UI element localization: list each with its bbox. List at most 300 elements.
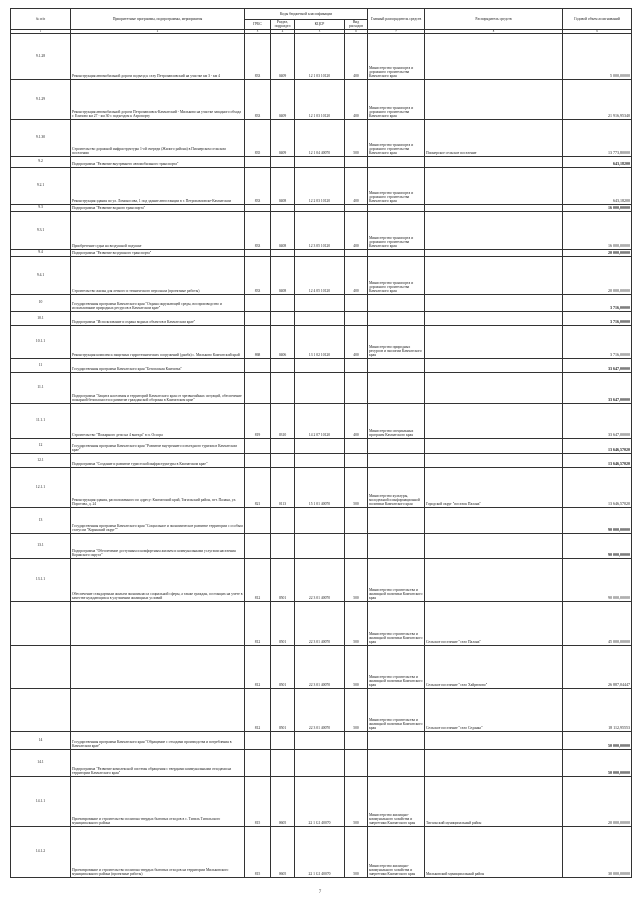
row-sum: 3 716,00000 xyxy=(563,294,632,311)
row-admin: Министерство строительства и жилищной политики Камчатского края xyxy=(368,688,425,731)
row-recipient xyxy=(425,204,563,211)
header-codes-group: Коды бюджетной классификации xyxy=(245,9,368,20)
row-recipient: Пионерское сельское поселение xyxy=(425,119,563,156)
row-grbs-code xyxy=(245,249,271,256)
table-row xyxy=(11,558,632,601)
row-section-code: 0409 xyxy=(271,119,295,156)
header-col-vr: Вид расходов xyxy=(345,20,368,30)
row-csr-code: 22 3 01 40070 xyxy=(295,601,345,645)
row-recipient xyxy=(425,403,563,438)
row-admin: Министерство жилищно-коммунального хозяйства и энергетики Камчатского края xyxy=(368,826,425,877)
row-recipient: Сельское поселение "село Седанка" xyxy=(425,688,563,731)
row-section-code: 0409 xyxy=(271,33,295,79)
row-grbs-code: 815 xyxy=(245,826,271,877)
row-vr-code: 400 xyxy=(345,79,368,119)
row-sum: 18 112,95553 xyxy=(563,688,632,731)
row-csr-code xyxy=(295,507,345,533)
row-grbs-code: 833 xyxy=(245,211,271,249)
row-sum: 5 000,00000 xyxy=(563,33,632,79)
row-admin: Министерство транспорта и дорожного строительства Камчатского края xyxy=(368,79,425,119)
column-number: 1 xyxy=(11,29,71,33)
column-number: 6 xyxy=(345,29,368,33)
row-vr-code: 400 xyxy=(345,167,368,204)
row-number: 14 xyxy=(11,731,71,749)
table-row xyxy=(11,826,632,877)
row-vr-code xyxy=(345,204,368,211)
table-row xyxy=(11,249,632,256)
row-grbs-code xyxy=(245,533,271,558)
row-section-code xyxy=(271,507,295,533)
row-grbs-code: 815 xyxy=(245,776,271,826)
row-sum: 13 773,80000 xyxy=(563,119,632,156)
row-grbs-code xyxy=(245,204,271,211)
row-csr-code: 12 2 03 10120 xyxy=(295,167,345,204)
row-grbs-code xyxy=(245,156,271,167)
column-number: 5 xyxy=(295,29,345,33)
row-csr-code xyxy=(295,731,345,749)
budget-allocation-table xyxy=(10,8,632,878)
row-number: 14.1 xyxy=(11,749,71,776)
row-number xyxy=(11,688,71,731)
table-row xyxy=(11,358,632,372)
row-name: Приобретение судна на воздушной подушке xyxy=(71,211,245,249)
row-section-code xyxy=(271,453,295,467)
row-grbs-code xyxy=(245,358,271,372)
row-vr-code xyxy=(345,749,368,776)
row-csr-code xyxy=(295,249,345,256)
row-name: Подпрограмма "Развитие комплексной системы обращения с твердыми коммунальными отходами на территории Камчатского края" xyxy=(71,749,245,776)
row-name: Подпрограмма "Обеспечение доступным и комфортным жильем и коммунальными услугами населения Корякского округа" xyxy=(71,533,245,558)
row-recipient xyxy=(425,33,563,79)
row-recipient: Сельское поселение "село Хайрюзово" xyxy=(425,645,563,688)
row-sum: 90 000,00000 xyxy=(563,558,632,601)
row-admin xyxy=(368,438,425,453)
row-number xyxy=(11,601,71,645)
row-sum: 20 000,00000 xyxy=(563,776,632,826)
row-recipient xyxy=(425,438,563,453)
row-recipient xyxy=(425,211,563,249)
row-name xyxy=(71,688,245,731)
row-number: 9.3 xyxy=(11,204,71,211)
row-recipient xyxy=(425,533,563,558)
row-csr-code xyxy=(295,156,345,167)
row-csr-code xyxy=(295,438,345,453)
row-name xyxy=(71,645,245,688)
row-admin: Министерство транспорта и дорожного строительства Камчатского края xyxy=(368,211,425,249)
row-csr-code xyxy=(295,749,345,776)
table-row xyxy=(11,601,632,645)
row-csr-code: 22 1 G1 40070 xyxy=(295,826,345,877)
row-admin xyxy=(368,249,425,256)
row-section-code: 0501 xyxy=(271,601,295,645)
row-vr-code: 500 xyxy=(345,119,368,156)
header-col-name: Приоритетные программы, подпрограммы, мероприятия xyxy=(71,9,245,30)
row-grbs-code: 835 xyxy=(245,119,271,156)
table-row xyxy=(11,507,632,533)
row-grbs-code: 812 xyxy=(245,601,271,645)
table-row xyxy=(11,731,632,749)
row-csr-code: 22 3 01 40070 xyxy=(295,645,345,688)
row-sum: 3 716,00000 xyxy=(563,311,632,325)
row-vr-code: 400 xyxy=(345,211,368,249)
row-recipient xyxy=(425,358,563,372)
header-col-sum: Годовой объем ассигнований xyxy=(563,9,632,30)
row-name: Реконструкция здания по ул. Ломоносова, 1 под здание автостанции в г. Петропавловске-Камчатском xyxy=(71,167,245,204)
table-row xyxy=(11,119,632,156)
row-csr-code: 12 4 05 10120 xyxy=(295,256,345,294)
row-recipient xyxy=(425,749,563,776)
row-recipient: Тигильский муниципальный район xyxy=(425,776,563,826)
row-csr-code: 22 3 01 40070 xyxy=(295,558,345,601)
row-recipient xyxy=(425,372,563,403)
row-grbs-code xyxy=(245,438,271,453)
table-row xyxy=(11,294,632,311)
row-name: Строительство "Пожарного депо на 4 выезда" в п. Оссора xyxy=(71,403,245,438)
row-name: Подпрограмма "Развитие внутреннего автомобильного транспорта" xyxy=(71,156,245,167)
row-csr-code: 22 3 01 40070 xyxy=(295,688,345,731)
row-admin: Министерство транспорта и дорожного строительства Камчатского края xyxy=(368,256,425,294)
row-name: Обеспечение стандартным жильем экономкласса социальной сферы, а также граждан, состоящих на учете в качестве нуждающихся в улучшении жилищных условий xyxy=(71,558,245,601)
row-csr-code: 22 1 G1 40070 xyxy=(295,776,345,826)
header-col-recipient: Распорядитель средств xyxy=(425,9,563,30)
row-name: Реконструкция здания, расположенного по адресу: Камчатский край, Тигильский район, пгт. Палана, ул. Поротова, д. 24 xyxy=(71,467,245,507)
table-row xyxy=(11,325,632,358)
row-vr-code: 500 xyxy=(345,776,368,826)
row-vr-code xyxy=(345,156,368,167)
row-number: 10 xyxy=(11,294,71,311)
row-number: 13.1 xyxy=(11,533,71,558)
row-recipient xyxy=(425,507,563,533)
table-body xyxy=(11,33,632,877)
row-name: Реконструкция комплекса защитных гидротехнических сооружений (дамба) с. Мильково Камчатский край xyxy=(71,325,245,358)
row-name: Подпрограмма "Развитие воздушного транспорта" xyxy=(71,249,245,256)
row-vr-code xyxy=(345,311,368,325)
row-sum: 20 000,00000 xyxy=(563,249,632,256)
row-name: Реконструкция автомобильной дороги подъезд к селу Петропавловский на участке км 3 - км 4 xyxy=(71,33,245,79)
row-vr-code xyxy=(345,453,368,467)
row-admin xyxy=(368,156,425,167)
row-grbs-code: 821 xyxy=(245,467,271,507)
row-section-code: 0605 xyxy=(271,776,295,826)
row-section-code xyxy=(271,533,295,558)
row-csr-code xyxy=(295,453,345,467)
row-grbs-code: 833 xyxy=(245,256,271,294)
row-sum: 643,18200 xyxy=(563,156,632,167)
row-grbs-code: 812 xyxy=(245,558,271,601)
row-name: Строительство жилья для летного и технического персонала (проектные работы) xyxy=(71,256,245,294)
row-number: 11 xyxy=(11,358,71,372)
row-number: 12.1 xyxy=(11,453,71,467)
row-csr-code xyxy=(295,358,345,372)
row-section-code: 0113 xyxy=(271,467,295,507)
row-number: 12 xyxy=(11,438,71,453)
column-number: 2 xyxy=(71,29,245,33)
row-number: 10.1.1 xyxy=(11,325,71,358)
row-vr-code xyxy=(345,438,368,453)
row-recipient xyxy=(425,311,563,325)
table-row xyxy=(11,33,632,79)
row-name: Подпрограмма "Создание и развитие туристской инфраструктуры в Камчатском крае" xyxy=(71,453,245,467)
row-number: 9.4.1 xyxy=(11,256,71,294)
row-vr-code: 400 xyxy=(345,325,368,358)
row-grbs-code xyxy=(245,453,271,467)
row-number: 11.1 xyxy=(11,372,71,403)
row-section-code xyxy=(271,438,295,453)
row-vr-code xyxy=(345,294,368,311)
row-vr-code: 500 xyxy=(345,826,368,877)
header-col-section: Раздел, подраздел xyxy=(271,20,295,30)
header-col-csr: КЦСР xyxy=(295,20,345,30)
row-name: Государственная программа Камчатского края "Социальное и экономическое развитие территории с особым статусом "Корякский округ"" xyxy=(71,507,245,533)
row-section-code xyxy=(271,372,295,403)
row-number: 14.1.1 xyxy=(11,776,71,826)
row-vr-code xyxy=(345,731,368,749)
row-admin xyxy=(368,294,425,311)
table-row xyxy=(11,453,632,467)
row-recipient: Сельское поселение "село Палана" xyxy=(425,601,563,645)
row-grbs-code xyxy=(245,731,271,749)
row-vr-code xyxy=(345,358,368,372)
row-sum: 13 646,57020 xyxy=(563,467,632,507)
row-section-code: 0408 xyxy=(271,167,295,204)
row-csr-code xyxy=(295,372,345,403)
row-section-code: 0406 xyxy=(271,325,295,358)
budget-table-page xyxy=(10,8,631,878)
row-number: 9.2 xyxy=(11,156,71,167)
row-recipient xyxy=(425,731,563,749)
table-row xyxy=(11,645,632,688)
table-row xyxy=(11,467,632,507)
column-number: 4 xyxy=(271,29,295,33)
row-section-code xyxy=(271,156,295,167)
row-section-code xyxy=(271,294,295,311)
row-sum: 20 000,00000 xyxy=(563,256,632,294)
row-number: 9.1.29 xyxy=(11,79,71,119)
row-vr-code xyxy=(345,249,368,256)
row-recipient xyxy=(425,558,563,601)
row-csr-code: 14 2 07 10120 xyxy=(295,403,345,438)
row-csr-code xyxy=(295,533,345,558)
row-name: Проектирование и строительство полигона твердых бытовых отходов на территории Мильковского муниципального района (проектные работы) xyxy=(71,826,245,877)
row-vr-code xyxy=(345,507,368,533)
table-row xyxy=(11,79,632,119)
row-grbs-code xyxy=(245,749,271,776)
row-grbs-code: 833 xyxy=(245,167,271,204)
row-sum: 50 000,00000 xyxy=(563,731,632,749)
row-section-code: 0310 xyxy=(271,403,295,438)
header-col-no: № п/п xyxy=(11,9,71,30)
row-name: Проектирование и строительство полигона твердых бытовых отходов в с. Тигиль Тигильского муниципального района xyxy=(71,776,245,826)
row-admin xyxy=(368,453,425,467)
row-number: 9.1.28 xyxy=(11,33,71,79)
row-admin: Министерство строительства и жилищной политики Камчатского края xyxy=(368,601,425,645)
row-csr-code: 12 1 03 10120 xyxy=(295,33,345,79)
row-csr-code: 15 1 01 40070 xyxy=(295,467,345,507)
row-vr-code: 500 xyxy=(345,601,368,645)
row-admin: Министерство природных ресурсов и экологии Камчатского края xyxy=(368,325,425,358)
row-name: Государственная программа Камчатского края "Безопасная Камчатка" xyxy=(71,358,245,372)
row-number: 9.2.1 xyxy=(11,167,71,204)
row-grbs-code: 812 xyxy=(245,645,271,688)
table-row xyxy=(11,749,632,776)
row-sum: 16 000,00000 xyxy=(563,211,632,249)
row-name: Государственная программа Камчатского края "Развитие внутреннего и въездного туризма в Камчатском крае" xyxy=(71,438,245,453)
row-grbs-code xyxy=(245,507,271,533)
row-number: 14.1.2 xyxy=(11,826,71,877)
row-csr-code: 12 1 03 10120 xyxy=(295,79,345,119)
row-sum: 13 646,57020 xyxy=(563,438,632,453)
row-admin: Министерство специальных программ Камчатского края xyxy=(368,403,425,438)
row-name: Государственная программа Камчатского края "Охрана окружающей среды, воспроизводство и использование природных ресурсов в Камчатском крае" xyxy=(71,294,245,311)
row-grbs-code xyxy=(245,294,271,311)
column-number: 3 xyxy=(245,29,271,33)
row-recipient xyxy=(425,294,563,311)
row-number: 11.1.1 xyxy=(11,403,71,438)
row-recipient xyxy=(425,79,563,119)
row-name: Реконструкция автомобильной дороги Петропавловск-Камчатский - Мильково на участке западного обхода г. Елизово км 27 - км 30 с подъездом к Аэропорту xyxy=(71,79,245,119)
row-admin: Министерство транспорта и дорожного строительства Камчатского края xyxy=(368,167,425,204)
row-admin: Министерство транспорта и дорожного строительства Камчатского края xyxy=(368,119,425,156)
row-admin xyxy=(368,749,425,776)
row-sum: 26 887,04447 xyxy=(563,645,632,688)
row-number: 9.3.1 xyxy=(11,211,71,249)
row-recipient xyxy=(425,256,563,294)
row-section-code: 0501 xyxy=(271,558,295,601)
row-recipient xyxy=(425,156,563,167)
row-section-code: 0409 xyxy=(271,79,295,119)
row-sum: 13 646,57020 xyxy=(563,453,632,467)
row-admin xyxy=(368,372,425,403)
row-number: 13.1.1 xyxy=(11,558,71,601)
row-sum: 30 000,00000 xyxy=(563,826,632,877)
row-number: 10.1 xyxy=(11,311,71,325)
row-recipient xyxy=(425,453,563,467)
row-csr-code: 12 3 05 10120 xyxy=(295,211,345,249)
row-name xyxy=(71,601,245,645)
row-section-code: 0501 xyxy=(271,688,295,731)
row-sum: 16 000,00000 xyxy=(563,204,632,211)
row-grbs-code xyxy=(245,311,271,325)
table-row xyxy=(11,403,632,438)
row-sum: 90 000,00000 xyxy=(563,507,632,533)
row-admin: Министерство культуры, молодежной и информационной политики Камчатского края xyxy=(368,467,425,507)
row-name: Государственная программа Камчатского края "Обращение с отходами производства и потребления в Камчатском крае" xyxy=(71,731,245,749)
row-sum: 33 647,00000 xyxy=(563,403,632,438)
row-recipient: Городской округ "поселок Палана" xyxy=(425,467,563,507)
row-admin: Министерство строительства и жилищной политики Камчатского края xyxy=(368,558,425,601)
row-vr-code: 400 xyxy=(345,33,368,79)
header-col-admin: Главный распорядитель средств xyxy=(368,9,425,30)
column-number: 8 xyxy=(425,29,563,33)
row-section-code: 0408 xyxy=(271,211,295,249)
table-row xyxy=(11,211,632,249)
table-row xyxy=(11,204,632,211)
row-grbs-code: 812 xyxy=(245,688,271,731)
row-name: Подпрограмма "Использование и охрана водных объектов в Камчатском крае" xyxy=(71,311,245,325)
row-sum: 50 000,00000 xyxy=(563,749,632,776)
row-vr-code xyxy=(345,372,368,403)
row-number xyxy=(11,645,71,688)
row-admin xyxy=(368,204,425,211)
row-number: 12.1.1 xyxy=(11,467,71,507)
header-col-grbs: ГРБС xyxy=(245,20,271,30)
row-name: Подпрограмма "Развитие водного транспорта" xyxy=(71,204,245,211)
row-sum: 90 000,00000 xyxy=(563,533,632,558)
row-csr-code: 12 1 04 40070 xyxy=(295,119,345,156)
row-name: Строительство дорожной инфраструктуры 1-ой очереди (Жилого района) в Пионерском сельском поселении xyxy=(71,119,245,156)
row-admin: Министерство транспорта и дорожного строительства Камчатского края xyxy=(368,33,425,79)
row-section-code: 0605 xyxy=(271,826,295,877)
row-recipient xyxy=(425,325,563,358)
row-csr-code: 13 1 02 10120 xyxy=(295,325,345,358)
table-row xyxy=(11,311,632,325)
row-vr-code: 500 xyxy=(345,558,368,601)
row-csr-code xyxy=(295,294,345,311)
row-section-code xyxy=(271,731,295,749)
row-admin: Министерство жилищно-коммунального хозяйства и энергетики Камчатского края xyxy=(368,776,425,826)
row-admin xyxy=(368,311,425,325)
row-section-code xyxy=(271,749,295,776)
row-recipient: Мильковский муниципальный район xyxy=(425,826,563,877)
row-number: 9.4 xyxy=(11,249,71,256)
row-sum: 3 716,00000 xyxy=(563,325,632,358)
row-section-code xyxy=(271,311,295,325)
column-number: 9 xyxy=(563,29,632,33)
row-number: 13 xyxy=(11,507,71,533)
row-recipient xyxy=(425,167,563,204)
row-section-code: 0501 xyxy=(271,645,295,688)
row-section-code xyxy=(271,204,295,211)
row-vr-code: 500 xyxy=(345,688,368,731)
row-csr-code xyxy=(295,311,345,325)
row-sum: 45 000,00000 xyxy=(563,601,632,645)
table-row xyxy=(11,372,632,403)
row-sum: 33 647,00000 xyxy=(563,358,632,372)
row-section-code: 0408 xyxy=(271,256,295,294)
row-recipient xyxy=(425,249,563,256)
row-grbs-code: 868 xyxy=(245,325,271,358)
table-row xyxy=(11,438,632,453)
row-admin xyxy=(368,533,425,558)
row-section-code xyxy=(271,249,295,256)
row-vr-code: 400 xyxy=(345,256,368,294)
row-grbs-code: 833 xyxy=(245,33,271,79)
row-number: 9.1.30 xyxy=(11,119,71,156)
row-grbs-code: 819 xyxy=(245,403,271,438)
row-sum: 21 916,95340 xyxy=(563,79,632,119)
row-vr-code xyxy=(345,533,368,558)
row-grbs-code xyxy=(245,372,271,403)
table-row xyxy=(11,156,632,167)
table-row xyxy=(11,776,632,826)
row-admin xyxy=(368,507,425,533)
page-number: 7 xyxy=(318,890,322,895)
row-grbs-code: 833 xyxy=(245,79,271,119)
row-admin xyxy=(368,731,425,749)
table-row xyxy=(11,533,632,558)
table-row xyxy=(11,256,632,294)
table-row xyxy=(11,688,632,731)
row-sum: 33 647,00000 xyxy=(563,372,632,403)
row-sum: 643,18200 xyxy=(563,167,632,204)
row-admin: Министерство строительства и жилищной политики Камчатского края xyxy=(368,645,425,688)
column-number: 7 xyxy=(368,29,425,33)
table-row xyxy=(11,167,632,204)
row-vr-code: 500 xyxy=(345,645,368,688)
row-vr-code: 500 xyxy=(345,467,368,507)
row-section-code xyxy=(271,358,295,372)
row-csr-code xyxy=(295,204,345,211)
